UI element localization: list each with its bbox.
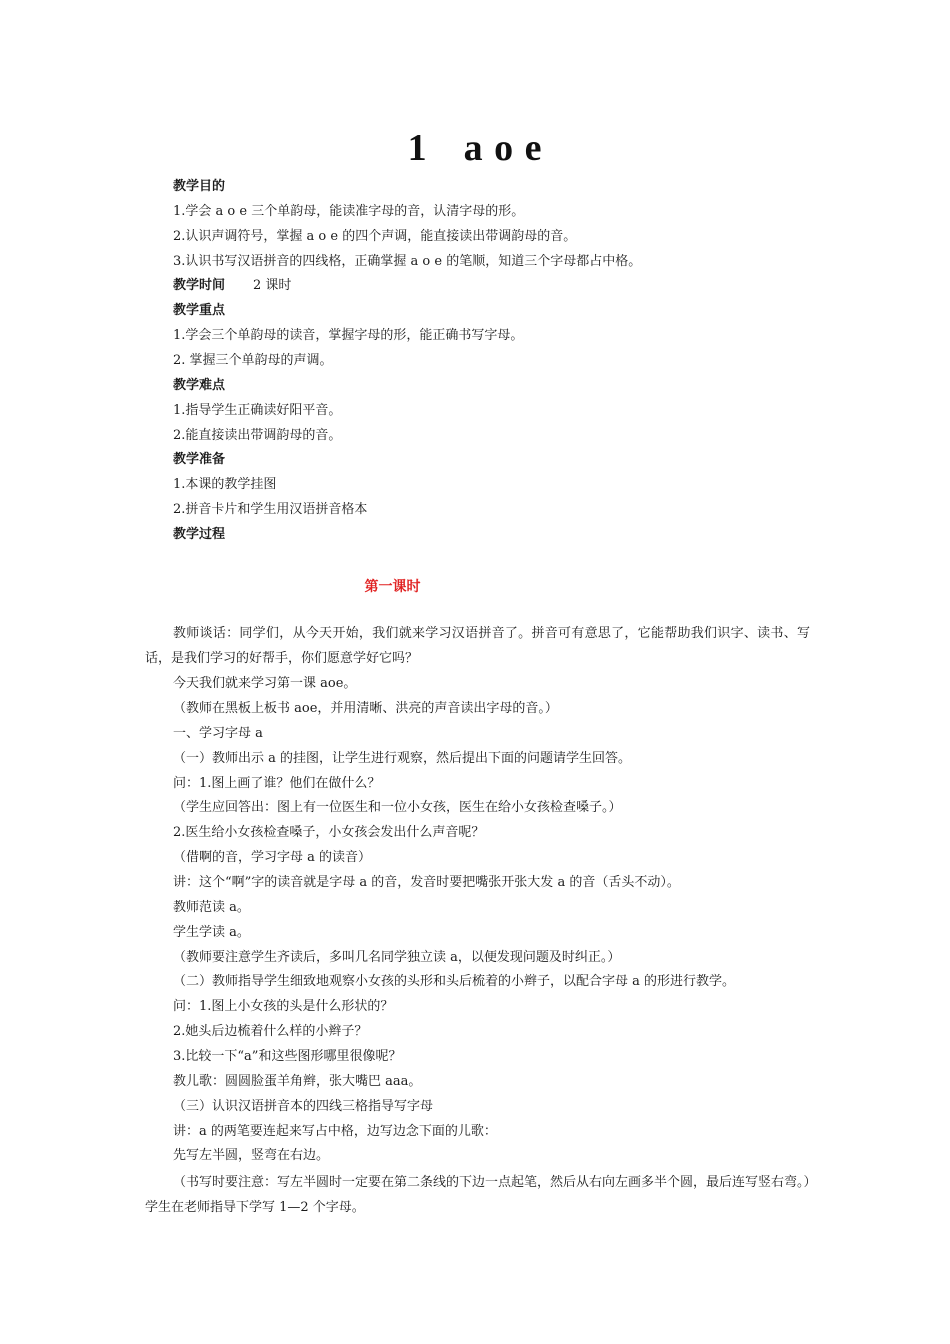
body-line: （一）教师出示 a 的挂图，让学生进行观察，然后提出下面的问题请学生回答。 (173, 751, 632, 766)
teaching-time-row (173, 277, 291, 295)
intro-paragraph: 教师谈话：同学们，从今天开始，我们就来学习汉语拼音了。拼音可有意思了，它能帮助我们识字、读书、写话，是我们学习的好帮手，你们愿意学好它吗？ (145, 626, 810, 666)
key-points-heading: 教学重点 (173, 303, 226, 318)
body-line: 讲：a 的两笔要连起来写占中格，边写边念下面的儿歌： (173, 1124, 497, 1139)
body-line: 3.比较一下“a”和这些图形哪里很像呢？ (173, 1049, 402, 1064)
page-title (0, 126, 950, 170)
difficulty-heading: 教学难点 (173, 378, 226, 393)
time-value: 2 课时 (253, 278, 292, 293)
body-line: （学生应回答出：图上有一位医生和一位小女孩，医生在给小女孩检查嗓子。） (173, 800, 622, 815)
preparation-2: 2.拼音卡片和学生用汉语拼音格本 (173, 502, 368, 517)
body-line: 一、学习字母 a (173, 726, 263, 741)
body-line: 讲：这个“啊”字的读音就是字母 a 的音，发音时要把嘴张开张大发 a 的音（舌头不动）。 (173, 875, 680, 890)
body-line: 问：1.图上画了谁？他们在做什么？ (173, 776, 381, 791)
difficulty-1: 1.指导学生正确读好阳平音。 (173, 403, 342, 418)
process-heading: 教学过程 (173, 527, 226, 542)
body-line: 问：1.图上小女孩的头是什么形状的？ (173, 999, 394, 1014)
body-line: 学生学读 a。 (173, 925, 250, 940)
body-line: （二）教师指导学生细致地观察小女孩的头形和头后梳着的小辫子，以配合字母 a 的形进行教学。 (173, 974, 736, 989)
body-line: （借啊的音，学习字母 a 的读音） (173, 850, 372, 865)
key-point-2: 2. 掌握三个单韵母的声调。 (173, 353, 333, 368)
body-line: 先写左半圆，竖弯在右边。 (173, 1148, 330, 1163)
lesson-heading: 第一课时 (364, 579, 421, 595)
time-heading: 教学时间 (173, 278, 226, 293)
body-line: 教儿歌：圆圆脸蛋羊角辫，张大嘴巴 aaa。 (173, 1074, 422, 1089)
difficulty-2: 2.能直接读出带调韵母的音。 (173, 428, 342, 443)
goal-item-3: 3.认识书写汉语拼音的四线格，正确掌握 a o e 的笔顺，知道三个字母都占中格。 (173, 254, 642, 269)
body-line: 今天我们就来学习第一课 aoe。 (173, 676, 357, 691)
body-line: 2.她头后边梳着什么样的小辫子？ (173, 1024, 368, 1039)
goal-item-2: 2.认识声调符号，掌握 a o e 的四个声调，能直接读出带调韵母的音。 (173, 229, 577, 244)
goal-item-1: 1.学会 a o e 三个单韵母，能读准字母的音，认清字母的形。 (173, 204, 525, 219)
goals-heading: 教学目的 (173, 179, 226, 194)
final-paragraph: （书写时要注意：写左半圆时一定要在第二条线的下边一点起笔，然后从右向左画多半个圆，最后连写竖右弯。）学生在老师指导下学写 1—2 个字母。 (145, 1175, 811, 1215)
title-text: a o e (463, 127, 543, 169)
preparation-1: 1.本课的教学挂图 (173, 477, 277, 492)
body-line: （教师要注意学生齐读后，多叫几名同学独立读 a，以便发现问题及时纠正。） (173, 950, 621, 965)
preparation-heading: 教学准备 (173, 452, 226, 467)
body-line: （教师在黑板上板书 aoe，并用清晰、洪亮的声音读出字母的音。） (173, 701, 558, 716)
body-line: （三）认识汉语拼音本的四线三格指导写字母 (173, 1099, 434, 1114)
title-number: 1 (407, 127, 428, 169)
body-line: 2.医生给小女孩检查嗓子，小女孩会发出什么声音呢？ (173, 825, 485, 840)
body-line: 教师范读 a。 (173, 900, 250, 915)
key-point-1: 1.学会三个单韵母的读音，掌握字母的形，能正确书写字母。 (173, 328, 524, 343)
